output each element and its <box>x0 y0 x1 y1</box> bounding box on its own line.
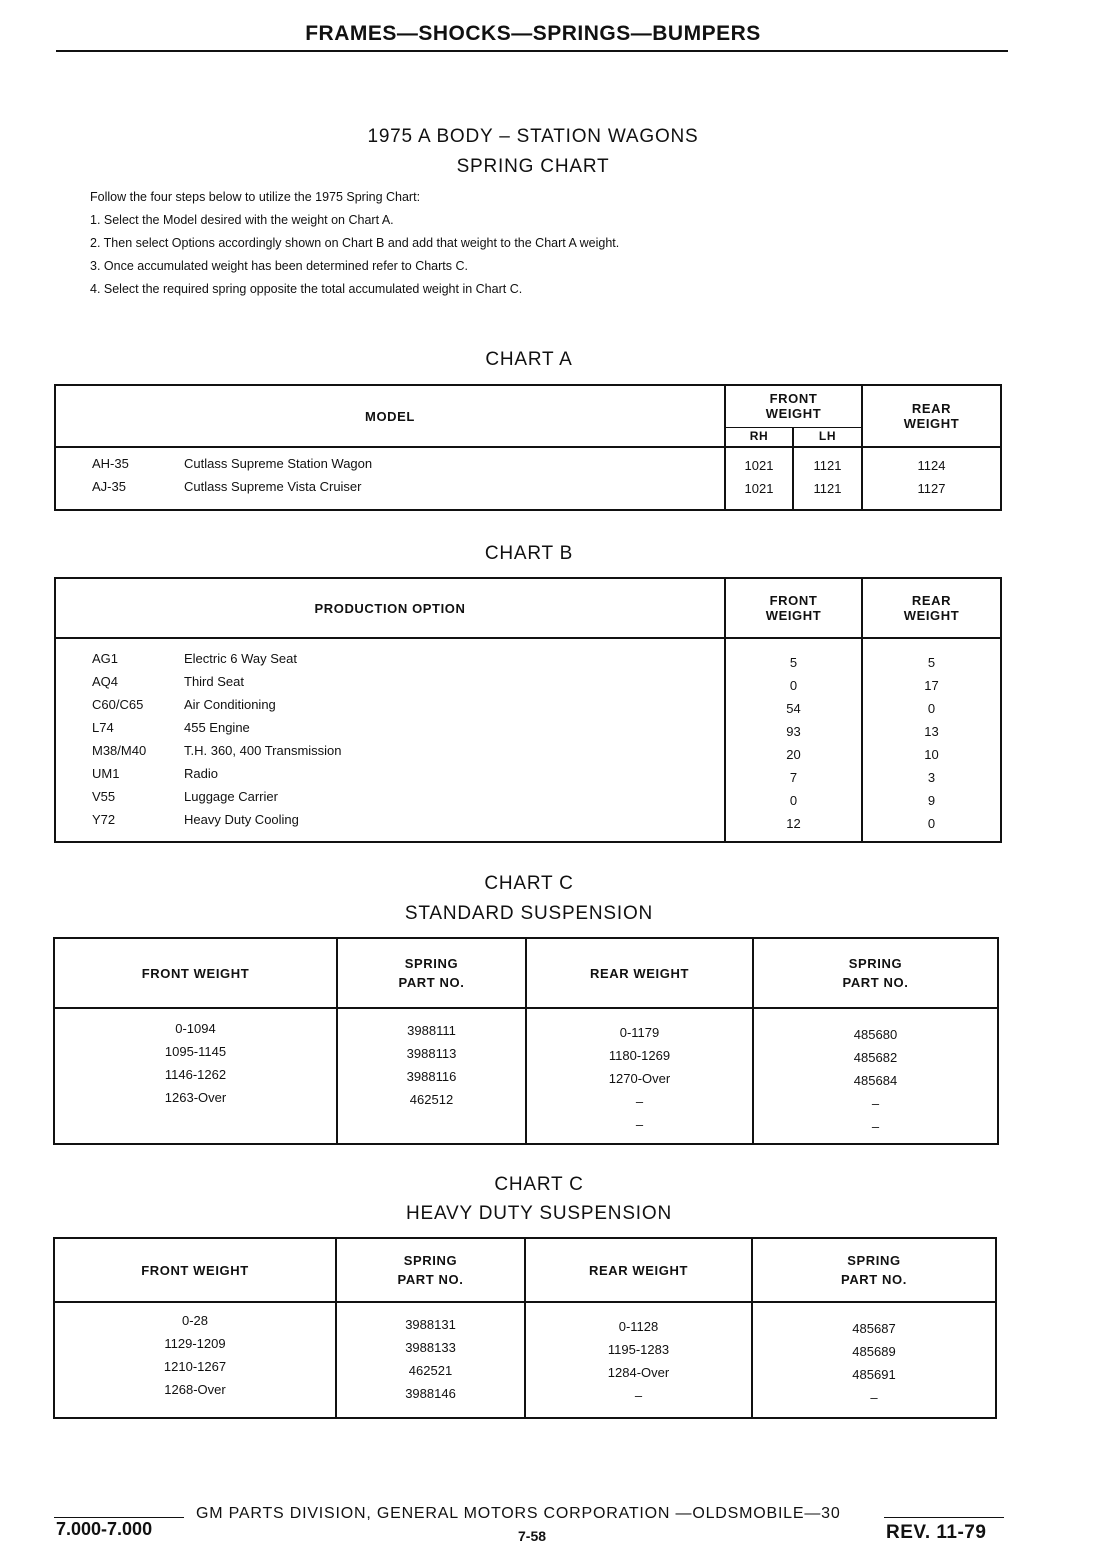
front-weight-range: 1263-Over <box>164 1090 227 1105</box>
rear-weight-range: – <box>635 1117 644 1132</box>
hd-front-weight-header: FRONT WEIGHT <box>54 1238 336 1302</box>
std-spring-part-rear-header <box>753 938 998 1008</box>
hd-spring-part-rear-label: SPRING PART NO. <box>841 1253 907 1287</box>
option-code: AG1 <box>92 651 119 666</box>
chart-b-front-cell <box>725 638 862 842</box>
spring-part-number: 462512 <box>409 1092 454 1107</box>
rear-weight-range: 0-1128 <box>618 1319 659 1334</box>
chart-a-title: CHART A <box>485 349 573 370</box>
section-header-title: FRAMES—SHOCKS—SPRINGS—BUMPERS <box>305 22 761 45</box>
spring-part-number: 3988131 <box>405 1317 456 1332</box>
hd-rear-weight-header: REAR WEIGHT <box>525 1238 752 1302</box>
front-value: 0 <box>789 678 798 693</box>
spring-part-number: 462521 <box>408 1363 453 1378</box>
chart-c-standard-title: CHART C <box>484 873 574 894</box>
spring-part-number: 485680 <box>853 1027 898 1042</box>
rear-value: 10 <box>924 747 939 762</box>
chart-a-lh-header: LH <box>793 427 862 447</box>
instruction-step: 2. Then select Options accordingly shown on Chart B and add that weight to the Chart A weight. <box>90 236 620 250</box>
front-weight-range: 1210-1267 <box>163 1359 227 1374</box>
chart-a-rear-cell <box>862 447 1001 510</box>
rear-value: 9 <box>927 793 936 808</box>
spring-part-number: 485691 <box>852 1367 896 1382</box>
option-desc: Electric 6 Way Seat <box>184 651 297 666</box>
table-row <box>92 785 724 808</box>
std-rear-weight-header: REAR WEIGHT <box>526 938 753 1008</box>
chart-b-front-weight-label: FRONT WEIGHT <box>765 593 822 623</box>
chart-a-rh-cell <box>725 447 793 510</box>
hd-spring-part-rear-header <box>752 1238 996 1302</box>
instructions-intro: Follow the four steps below to utilize the 1975 Spring Chart: <box>90 190 421 204</box>
rear-weight-range: 1270-Over <box>608 1071 671 1086</box>
footer-section-code: 7.000-7.000 <box>56 1519 153 1539</box>
lh-value: 1121 <box>813 458 842 473</box>
rear-value: 5 <box>927 655 936 670</box>
chart-a-lh-cell <box>793 447 862 510</box>
chart-a-front-weight-label: FRONT WEIGHT <box>765 391 822 422</box>
table-row <box>92 739 724 762</box>
rear-value: 17 <box>924 678 939 693</box>
option-desc: Luggage Carrier <box>184 789 278 804</box>
front-weight-range: 0-28 <box>181 1313 209 1328</box>
front-value: 0 <box>789 793 798 808</box>
option-code: V55 <box>92 789 116 804</box>
footer-revision: REV. 11-79 <box>886 1522 987 1543</box>
std-front-part-cell <box>337 1008 526 1144</box>
rear-weight-range: 0-1179 <box>619 1025 660 1040</box>
rear-weight-range: 1284-Over <box>607 1365 670 1380</box>
front-value: 54 <box>786 701 801 716</box>
front-weight-range: 1095-1145 <box>164 1044 227 1059</box>
option-code: M38/M40 <box>92 743 147 758</box>
front-weight-range: 1146-1262 <box>164 1067 227 1082</box>
chart-b-table <box>54 577 1002 843</box>
option-desc: T.H. 360, 400 Transmission <box>184 743 342 758</box>
chart-a-table <box>54 384 1002 511</box>
chart-b-rear-cell <box>862 638 1001 842</box>
footer-page-number: 7-58 <box>518 1528 547 1544</box>
table-row <box>92 716 724 739</box>
spring-part-number: 3988111 <box>407 1023 456 1038</box>
std-rear-part-cell <box>753 1008 998 1144</box>
rear-value: 1127 <box>917 481 946 496</box>
hd-front-weight-cell <box>54 1302 336 1418</box>
spring-part-number: – <box>870 1390 878 1405</box>
table-row <box>92 670 724 693</box>
table-row <box>92 762 724 785</box>
std-spring-part-front-label: SPRING PART NO. <box>398 956 465 990</box>
footer-publisher: GM PARTS DIVISION, GENERAL MOTORS CORPORATION —OLDSMOBILE—30 <box>196 1505 841 1522</box>
rear-weight-range: – <box>634 1388 643 1403</box>
chart-b-title: CHART B <box>484 543 574 564</box>
option-code: L74 <box>92 720 114 735</box>
chart-c-standard-table <box>53 937 999 1145</box>
hd-rear-part-cell <box>752 1302 996 1418</box>
spring-part-number: 3988133 <box>405 1340 456 1355</box>
lh-value: 1121 <box>813 481 842 496</box>
spring-part-number: 485687 <box>852 1321 896 1336</box>
rear-weight-range: – <box>635 1094 644 1109</box>
hd-front-part-cell <box>336 1302 525 1418</box>
table-row <box>92 693 724 716</box>
option-code: UM1 <box>92 766 120 781</box>
front-weight-range: 1129-1209 <box>164 1336 226 1351</box>
chart-b-rear-weight-label: REAR WEIGHT <box>903 593 960 623</box>
std-spring-part-front-header <box>337 938 526 1008</box>
footer-rule-left <box>54 1517 184 1518</box>
front-value: 20 <box>786 747 801 762</box>
sheet-subtitle: SPRING CHART <box>456 156 610 177</box>
rear-value: 3 <box>927 770 936 785</box>
table-row <box>92 452 724 475</box>
option-code: C60/C65 <box>92 697 144 712</box>
hd-spring-part-front-header <box>336 1238 525 1302</box>
spring-part-number: 3988116 <box>406 1069 457 1084</box>
model-code: AH-35 <box>92 456 129 471</box>
spring-part-number: 3988113 <box>406 1046 457 1061</box>
table-row <box>92 647 724 670</box>
hd-spring-part-front-label: SPRING PART NO. <box>397 1253 464 1287</box>
rear-weight-range: 1180-1269 <box>608 1048 671 1063</box>
option-code: Y72 <box>92 812 116 827</box>
instruction-step: 4. Select the required spring opposite the total accumulated weight in Chart C. <box>90 282 523 296</box>
chart-b-front-weight-header <box>725 578 862 638</box>
spring-part-number: 485689 <box>852 1344 896 1359</box>
option-desc: 455 Engine <box>184 720 250 735</box>
rear-value: 0 <box>927 701 936 716</box>
spring-part-number: 3988146 <box>405 1386 456 1401</box>
front-weight-range: 1268-Over <box>164 1382 226 1397</box>
table-row <box>92 475 724 498</box>
front-value: 5 <box>789 655 798 670</box>
spring-part-number: – <box>871 1119 880 1134</box>
spring-part-number: 485684 <box>853 1073 898 1088</box>
spring-part-number: – <box>871 1096 880 1111</box>
table-row <box>92 808 724 831</box>
option-code: AQ4 <box>92 674 119 689</box>
std-spring-part-rear-label: SPRING PART NO. <box>842 956 909 990</box>
instruction-step: 3. Once accumulated weight has been determined refer to Charts C. <box>90 259 468 273</box>
option-desc: Air Conditioning <box>184 697 276 712</box>
option-desc: Third Seat <box>184 674 244 689</box>
chart-a-model-cell <box>55 447 725 510</box>
chart-a-front-weight-header <box>725 385 862 427</box>
model-desc: Cutlass Supreme Station Wagon <box>184 456 373 471</box>
instructions <box>90 186 619 301</box>
chart-a-rear-weight-label: REAR WEIGHT <box>903 401 960 431</box>
header-rule <box>56 50 1008 52</box>
chart-c-standard-subtitle: STANDARD SUSPENSION <box>404 903 654 924</box>
rear-value: 13 <box>924 724 939 739</box>
rh-value: 1021 <box>744 481 774 496</box>
chart-b-rear-weight-header <box>862 578 1001 638</box>
instruction-step: 1. Select the Model desired with the weight on Chart A. <box>90 213 394 227</box>
rear-value: 0 <box>927 816 936 831</box>
model-desc: Cutlass Supreme Vista Cruiser <box>184 479 362 494</box>
chart-b-option-cell <box>55 638 725 842</box>
std-rear-weight-cell <box>526 1008 753 1144</box>
spring-part-number: 485682 <box>853 1050 898 1065</box>
chart-c-heavy-subtitle: HEAVY DUTY SUSPENSION <box>406 1203 672 1224</box>
footer-rule-right <box>884 1517 1004 1518</box>
rear-value: 1124 <box>917 458 946 473</box>
rear-weight-range: 1195-1283 <box>607 1342 670 1357</box>
model-code: AJ-35 <box>92 479 126 494</box>
chart-a-rear-weight-header <box>862 385 1001 447</box>
front-weight-range: 0-1094 <box>175 1021 216 1036</box>
front-value: 93 <box>786 724 801 739</box>
front-value: 12 <box>786 816 801 831</box>
std-front-weight-cell <box>54 1008 337 1144</box>
chart-a-model-header: MODEL <box>55 385 725 447</box>
option-desc: Heavy Duty Cooling <box>184 812 299 827</box>
hd-rear-weight-cell <box>525 1302 752 1418</box>
front-value: 7 <box>789 770 798 785</box>
chart-c-heavy-table <box>53 1237 997 1419</box>
rh-value: 1021 <box>744 458 774 473</box>
chart-a-rh-header: RH <box>725 427 793 447</box>
option-desc: Radio <box>184 766 218 781</box>
chart-c-heavy-title: CHART C <box>494 1174 584 1195</box>
sheet-title: 1975 A BODY – STATION WAGONS <box>367 126 699 147</box>
chart-b-option-header: PRODUCTION OPTION <box>55 578 725 638</box>
std-front-weight-header: FRONT WEIGHT <box>54 938 337 1008</box>
